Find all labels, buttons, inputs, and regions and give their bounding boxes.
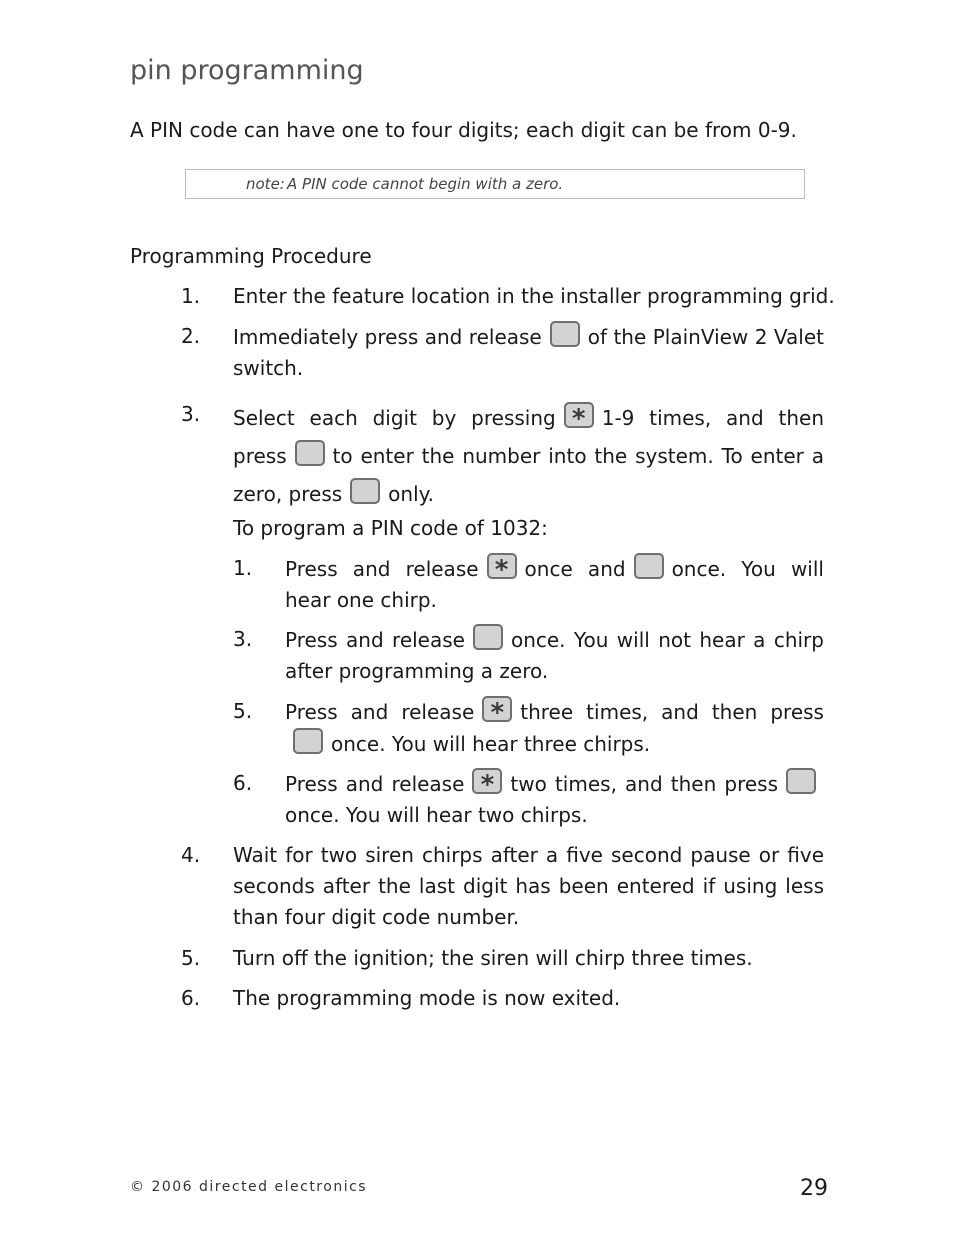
section-heading: Programming Procedure (130, 244, 372, 268)
intro-text: A PIN code can have one to four digits; each digit can be from 0-9. (130, 118, 797, 142)
step-text: The programming mode is now exited. (233, 986, 621, 1010)
copyright-footer: © 2006 directed electronics (130, 1179, 368, 1195)
step-number: 1. (181, 284, 201, 308)
valet-button-icon (634, 553, 664, 579)
example-text: Press and release once. You will not hear a chirp after programming a zero. (285, 624, 824, 687)
step-number: 6. (181, 986, 201, 1010)
step-number: 2. (181, 324, 201, 348)
example-number: 5. (233, 699, 253, 723)
step-number: 5. (181, 946, 201, 970)
valet-button-icon (786, 768, 816, 794)
valet-button-icon (350, 478, 380, 504)
valet-button-icon (295, 440, 325, 466)
asterisk-button-icon: * (487, 553, 517, 579)
step-text: Enter the feature location in the installer programming grid. (233, 284, 835, 308)
asterisk-button-icon: * (482, 696, 512, 722)
example-number: 1. (233, 556, 253, 580)
valet-button-icon (473, 624, 503, 650)
note-text: A PIN code cannot begin with a zero. (287, 175, 564, 193)
example-number: 3. (233, 627, 253, 651)
step-number: 4. (181, 843, 201, 867)
note-box (185, 169, 805, 199)
example-text: Press and release * three times, and then pressonce. You will hear three chirps. (285, 698, 824, 756)
step-text: Immediately press and release of the PlainView 2 Valet switch. (233, 321, 824, 384)
example-title: To program a PIN code of 1032: (233, 516, 548, 540)
step-text: Select each digit by pressing * 1-9 times, and then press to enter the number into the system. To enter a zero, press only. (233, 404, 825, 506)
page-number: 29 (800, 1176, 828, 1201)
step-text: Turn off the ignition; the siren will chirp three times. (233, 946, 753, 970)
valet-button-icon (550, 321, 580, 347)
example-text: Press and release * two times, and then pressonce. You will hear two chirps. (285, 768, 824, 831)
asterisk-button-icon: * (564, 402, 594, 428)
note-label: note: (246, 175, 285, 193)
example-text: Press and release * once and once. You will hear one chirp. (285, 555, 824, 612)
example-number: 6. (233, 771, 253, 795)
step-text: Wait for two siren chirps after a five second pause or five seconds after the last digit has been entered if using less than four digit code number. (233, 843, 824, 929)
step-number: 3. (181, 402, 201, 426)
valet-button-icon (293, 728, 323, 754)
page-title: pin programming (130, 55, 364, 86)
asterisk-button-icon: * (472, 768, 502, 794)
